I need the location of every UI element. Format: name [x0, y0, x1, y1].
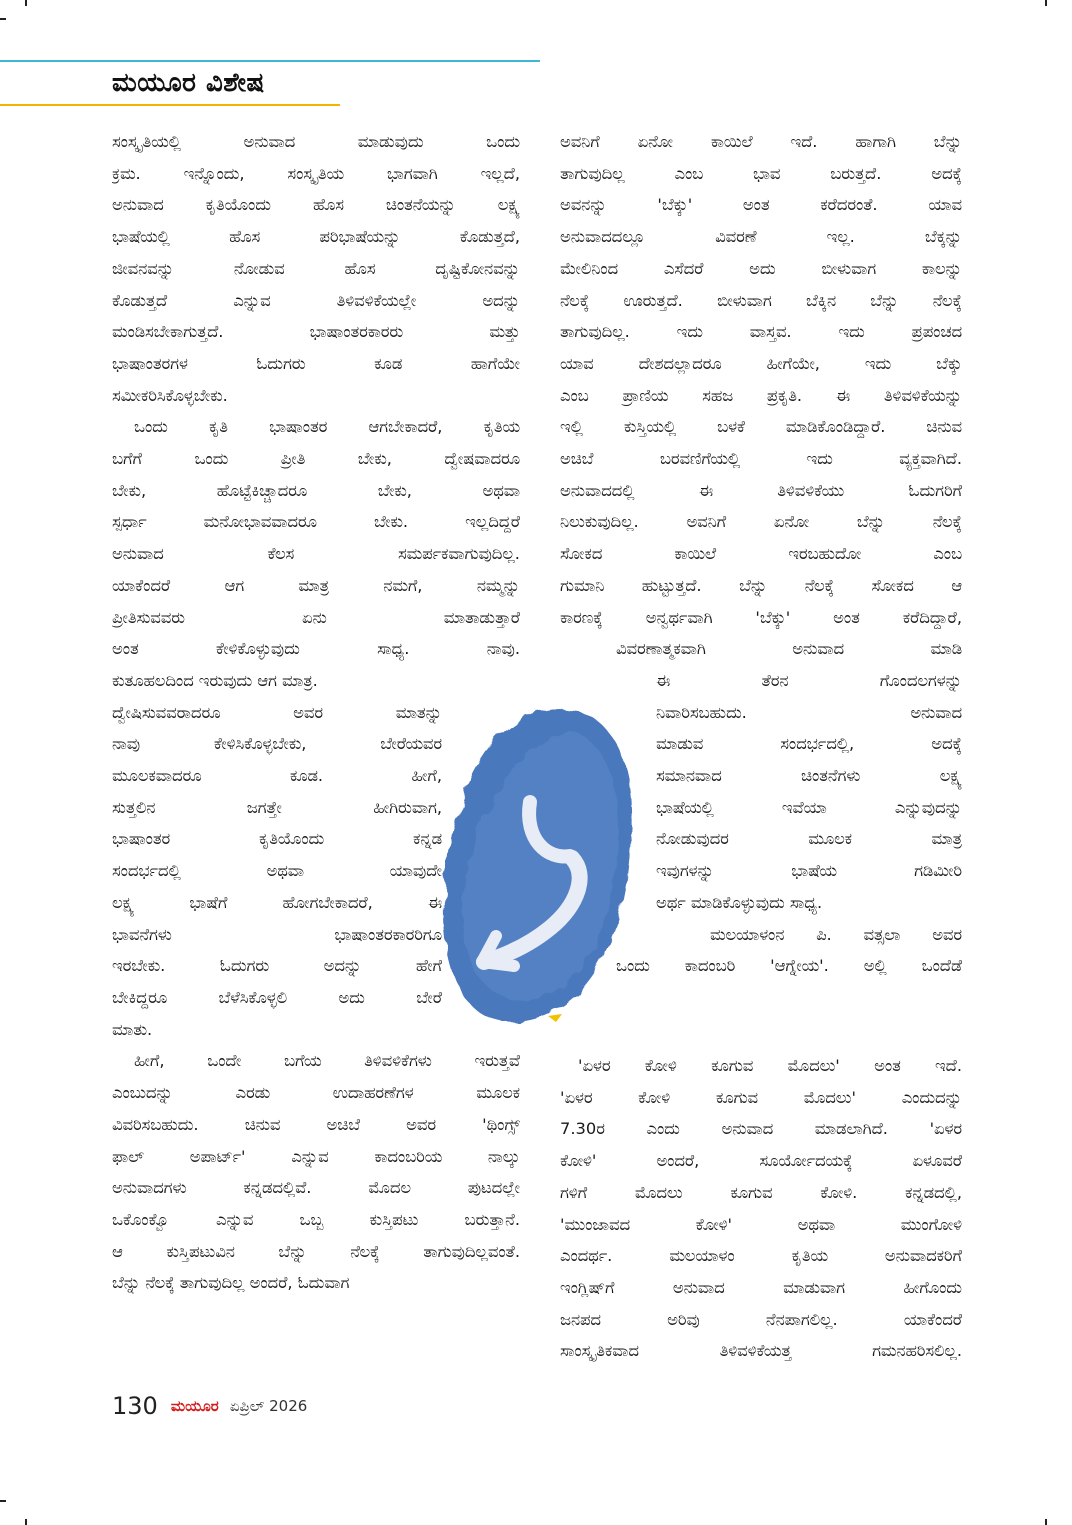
article-line: ಮಾಡುವ ಸಂದರ್ಭದಲ್ಲಿ, ಅದಕ್ಕೆ [656, 734, 962, 754]
article-line: ಬೇಕಿದ್ದರೂ ಬೆಳೆಸಿಕೊಳ್ಳಲಿ ಅದು ಬೇರೆ [112, 987, 442, 1007]
article-line: ಇಂಗ್ಲಿಷ್‌ಗೆ ಅನುವಾದ ಮಾಡುವಾಗ ಹೀಗೊಂದು [560, 1277, 962, 1297]
article-line: ಒಂದು ಕೃತಿ ಭಾಷಾಂತರ ಆಗಬೇಕಾದರೆ, ಕೃತಿಯ [134, 417, 520, 437]
article-line: ಭಾಷೆಯಲ್ಲಿ ಹೊಸ ಪರಿಭಾಷೆಯನ್ನು ಕೊಡುತ್ತದೆ, [112, 227, 520, 247]
article-line: ಕೋಳಿ' ಅಂದರೆ, ಸೂರ್ಯೋದಯಕ್ಕೆ ಏಳೂವರೆ [560, 1151, 962, 1171]
article-line: ಅನುವಾದ ಕೃತಿಯೊಂದು ಹೊಸ ಚಿಂತನೆಯನ್ನು ಲಕ್ಷ್ಯ [112, 195, 520, 215]
article-line: ಇರಬೇಕು. ಓದುಗರು ಅದನ್ನು ಹೇಗೆ [112, 956, 442, 976]
article-line: ಗುಮಾನಿ ಹುಟ್ಟುತ್ತದೆ. ಬೆನ್ನು ನೆಲಕ್ಕೆ ಸೋಕದ ಆ [560, 575, 962, 595]
article-line: ಅನುವಾದದಲ್ಲೂ ವಿವರಣೆ ಇಲ್ಲ. ಬೆಕ್ಕನ್ನು [560, 227, 962, 247]
article-line: ಮೇಲಿನಿಂದ ಎಸೆದರೆ ಅದು ಬೀಳುವಾಗ ಕಾಲನ್ನು [560, 258, 962, 278]
article-line: ನಾವು ಕೇಳಿಸಿಕೊಳ್ಳಬೇಕು, ಬೇರೆಯವರ [112, 734, 442, 754]
article-line: ನೋಡುವುದರ ಮೂಲಕ ಮಾತ್ರ [656, 829, 962, 849]
article-line: ಒಂದು ಕಾದಂಬರಿ 'ಆಗ್ನೇಯ'. ಅಲ್ಲಿ ಒಂದೆಡೆ [616, 956, 962, 976]
article-line: 'ಏಳರ ಕೋಳಿ ಕೂಗುವ ಮೊದಲು' ಎಂದುದನ್ನು [560, 1087, 962, 1107]
arrow-icon [438, 700, 638, 1030]
article-line: ತಾಗುವುದಿಲ್ಲ ಎಂಬ ಭಾವ ಬರುತ್ತದೆ. ಅದಕ್ಕೆ [560, 163, 962, 183]
article-line: ಬಗೆಗೆ ಒಂದು ಪ್ರೀತಿ ಬೇಕು, ದ್ವೇಷವಾದರೂ [112, 449, 520, 469]
article-line: ಜನಪದ ಅರಿವು ನೆನಪಾಗಲಿಲ್ಲ. ಯಾಕೆಂದರೆ [560, 1309, 962, 1329]
article-line: ಇವುಗಳನ್ನು ಭಾಷೆಯ ಗಡಿಮೀರಿ [656, 861, 962, 881]
crop-mark [25, 1519, 27, 1525]
page-number: 130 [112, 1392, 158, 1420]
article-line: ಎಂದರ್ಥ. ಮಲಯಾಳಂ ಕೃತಿಯ ಅನುವಾದಕರಿಗೆ [560, 1246, 962, 1266]
article-line: ದ್ವೇಷಿಸುವವರಾದರೂ ಅವರ ಮಾತನ್ನು [112, 702, 442, 722]
article-line: 7.30ರ ಎಂದು ಅನುವಾದ ಮಾಡಲಾಗಿದೆ. 'ಏಳರ [560, 1119, 962, 1139]
article-line: ಕಾರಣಕ್ಕೆ ಅನ್ವರ್ಥವಾಗಿ 'ಬೆಕ್ಕು' ಅಂತ ಕರೆದಿದ್ದಾರೆ, [560, 607, 962, 627]
article-line: ಭಾಷೆಯಲ್ಲಿ ಇವೆಯಾ ಎನ್ನುವುದನ್ನು [656, 797, 962, 817]
issue-date: ಏಪ್ರಿಲ್ 2026 [229, 1397, 308, 1415]
article-line: ಆ ಕುಸ್ತಿಪಟುವಿನ ಬೆನ್ನು ನೆಲಕ್ಕೆ ತಾಗುವುದಿಲ್ಲವಂತೆ. [112, 1241, 520, 1261]
magazine-logo: ಮಯೂರ [170, 1397, 219, 1415]
header-rule-top [0, 60, 540, 62]
section-header [0, 58, 540, 108]
article-line: ನಿಲುಕುವುದಿಲ್ಲ. ಅವನಿಗೆ ಏನೋ ಬೆನ್ನು ನೆಲಕ್ಕೆ [560, 512, 962, 532]
section-title: ಮಯೂರ ವಿಶೇಷ [112, 68, 265, 98]
article-line: 'ಏಳರ ಕೋಳಿ ಕೂಗುವ ಮೊದಲು' ಅಂತ ಇದೆ. [578, 1056, 962, 1075]
crop-mark [0, 1500, 6, 1502]
article-line: ಈ ತೆರನ ಗೊಂದಲಗಳನ್ನು [656, 670, 962, 690]
article-line: ಮಾತು. [112, 1019, 153, 1039]
article-line: ಯಾವ ದೇಶದಲ್ಲಾದರೂ ಹೀಗೆಯೇ, ಇದು ಬೆಕ್ಕು [560, 353, 962, 373]
article-line: ಕುತೂಹಲದಿಂದ ಇರುವುದು ಆಗ ಮಾತ್ರ. [112, 670, 318, 690]
article-line: ಅರ್ಥ ಮಾಡಿಕೊಳ್ಳುವುದು ಸಾಧ್ಯ. [656, 892, 823, 912]
article-line: 'ಮುಂಜಾವದ ಕೋಳಿ' ಅಥವಾ ಮುಂಗೋಳಿ [560, 1214, 962, 1234]
article-line: ಭಾಷಾಂತರಗಳ ಓದುಗರು ಕೂಡ ಹಾಗೆಯೇ [112, 353, 520, 373]
article-line: ಸಂದರ್ಭದಲ್ಲಿ ಅಥವಾ ಯಾವುದೇ [112, 861, 442, 881]
article-line: ಭಾವನೆಗಳು ಭಾಷಾಂತರಕಾರರಿಗೂ [112, 924, 442, 944]
article-line: ಎಂಬ ಪ್ರಾಣಿಯ ಸಹಜ ಪ್ರಕೃತಿ. ಈ ತಿಳಿವಳಿಕೆಯನ್ನು [560, 385, 962, 405]
article-line: ಭಾಷಾಂತರ ಕೃತಿಯೊಂದು ಕನ್ನಡ [112, 829, 442, 849]
article-line: ಸಮಾನವಾದ ಚಿಂತನೆಗಳು ಲಕ್ಷ್ಯ [656, 766, 962, 786]
article-line: ಅನುವಾದಗಳು ಕನ್ನಡದಲ್ಲಿವೆ. ಮೊದಲ ಪುಟದಲ್ಲೇ [112, 1178, 520, 1198]
crop-mark [1045, 1519, 1047, 1525]
article-line: ಹೀಗೆ, ಒಂದೇ ಬಗೆಯ ತಿಳಿವಳಿಕೆಗಳು ಇರುತ್ತವೆ [134, 1051, 520, 1071]
article-line: ಅಂತ ಕೇಳಿಕೊಳ್ಳುವುದು ಸಾಧ್ಯ. ನಾವು. [112, 639, 520, 659]
article-line: ಯಾಕೆಂದರೆ ಆಗ ಮಾತ್ರ ನಮಗೆ, ನಮ್ಮನ್ನು [112, 575, 520, 595]
article-line: ಸಂಸ್ಕೃತಿಯಲ್ಲಿ ಅನುವಾದ ಮಾಡುವುದು ಒಂದು [112, 132, 520, 151]
article-line: ಮಂಡಿಸಬೇಕಾಗುತ್ತದೆ. ಭಾಷಾಂತರಕಾರರು ಮತ್ತು [112, 322, 520, 342]
header-rule-bottom [0, 104, 340, 106]
article-line: ಕ್ರಮ. ಇನ್ನೊಂದು, ಸಂಸ್ಕೃತಿಯ ಭಾಗವಾಗಿ ಇಲ್ಲದೆ, [112, 163, 520, 183]
article-line: ವಿವರಿಸಬಹುದು. ಚಿನುವ ಅಚಿಬೆ ಅವರ 'ಥಿಂಗ್ಸ್ [112, 1114, 520, 1134]
crop-mark [25, 0, 27, 6]
article-line: ಅನುವಾದದಲ್ಲಿ ಈ ತಿಳಿವಳಿಕೆಯು ಓದುಗರಿಗೆ [560, 480, 962, 500]
page-footer [112, 1392, 307, 1426]
article-line: ಪ್ರೀತಿಸುವವರು ಏನು ಮಾತಾಡುತ್ತಾರೆ [112, 607, 520, 627]
article-line: ಅನುವಾದ ಕೆಲಸ ಸಮರ್ಪಕವಾಗುವುದಿಲ್ಲ. [112, 544, 520, 564]
article-line: ಎಂಬುದನ್ನು ಎರಡು ಉದಾಹರಣೆಗಳ ಮೂಲಕ [112, 1083, 520, 1103]
article-line: ಲಕ್ಷ್ಯ ಭಾಷೆಗೆ ಹೋಗಬೇಕಾದರೆ, ಈ [112, 892, 442, 912]
article-line: ಇಲ್ಲಿ ಕುಸ್ತಿಯಲ್ಲಿ ಬಳಕೆ ಮಾಡಿಕೊಂಡಿದ್ದಾರೆ. ಚಿನುವ [560, 417, 962, 437]
article-line: ಕೊಡುತ್ತದೆ ಎನ್ನುವ ತಿಳಿವಳಿಕೆಯಲ್ಲೇ ಅದನ್ನು [112, 290, 520, 310]
crop-mark [1045, 0, 1047, 6]
article-line: ನಿವಾರಿಸಬಹುದು. ಅನುವಾದ [656, 702, 962, 722]
article-line: ಬೆನ್ನು ನೆಲಕ್ಕೆ ತಾಗುವುದಿಲ್ಲ ಅಂದರೆ, ಓದುವಾಗ [112, 1273, 350, 1293]
article-column-right-bottom [560, 1050, 962, 1367]
article-line: ಅವನನ್ನು 'ಬೆಕ್ಕು' ಅಂತ ಕರೆದರಂತೆ. ಯಾವ [560, 195, 962, 215]
article-line: ಸ್ಪರ್ಧಾ ಮನೋಭಾವವಾದರೂ ಬೇಕು. ಇಲ್ಲದಿದ್ದರೆ [112, 512, 520, 532]
article-line: ಸಮೀಕರಿಸಿಕೊಳ್ಳಬೇಕು. [112, 385, 228, 405]
article-line: ತಾಗುವುದಿಲ್ಲ. ಇದು ವಾಸ್ತವ. ಇದು ಪ್ರಪಂಚದ [560, 322, 962, 342]
article-line: ಸೋಕದ ಕಾಯಿಲೆ ಇರಬಹುದೋ ಎಂಬ [560, 544, 962, 564]
article-line: ಸಾಂಸ್ಕೃತಿಕವಾದ ತಿಳಿವಳಿಕೆಯತ್ತ ಗಮನಹರಿಸಲಿಲ್ಲ. [560, 1341, 962, 1361]
article-line: ಫಾಲ್ ಅಪಾರ್ಟ್' ಎನ್ನುವ ಕಾದಂಬರಿಯ ನಾಲ್ಕು [112, 1146, 520, 1166]
article-line: ವಿವರಣಾತ್ಮಕವಾಗಿ ಅನುವಾದ ಮಾಡಿ [616, 639, 962, 659]
article-line: ಬೇಕು, ಹೊಟ್ಟೆಕಿಚ್ಚಾದರೂ ಬೇಕು, ಅಥವಾ [112, 480, 520, 500]
article-line: ಗಳಿಗೆ ಮೊದಲು ಕೂಗುವ ಕೋಳಿ. ಕನ್ನಡದಲ್ಲಿ, [560, 1182, 962, 1202]
article-line: ಅಚಿಬೆ ಬರವಣಿಗೆಯಲ್ಲಿ ಇದು ವ್ಯಕ್ತವಾಗಿದೆ. [560, 449, 962, 469]
article-line: ಮಲಯಾಳಂನ ಪಿ. ವತ್ಸಲಾ ಅವರ [710, 924, 962, 944]
article-line: ಅವನಿಗೆ ಏನೋ ಕಾಯಿಲೆ ಇದೆ. ಹಾಗಾಗಿ ಬೆನ್ನು [560, 132, 962, 151]
article-line: ಸುತ್ತಲಿನ ಜಗತ್ತೇ ಹೀಗಿರುವಾಗ, [112, 797, 442, 817]
crop-mark [0, 18, 6, 20]
article-line: ಮೂಲಕವಾದರೂ ಕೂಡ. ಹೀಗೆ, [112, 766, 442, 786]
painted-arrow-illustration [438, 700, 638, 1030]
article-line: ಜೀವನವನ್ನು ನೋಡುವ ಹೊಸ ದೃಷ್ಟಿಕೋನವನ್ನು [112, 258, 520, 278]
article-line: ಒಕೊಂಕ್ವೊ ಎನ್ನುವ ಒಬ್ಬ ಕುಸ್ತಿಪಟು ಬರುತ್ತಾನೆ. [112, 1209, 520, 1229]
article-line: ನೆಲಕ್ಕೆ ಊರುತ್ತದೆ. ಬೀಳುವಾಗ ಬೆಕ್ಕಿನ ಬೆನ್ನು ನೆಲಕ್ಕೆ [560, 290, 962, 310]
